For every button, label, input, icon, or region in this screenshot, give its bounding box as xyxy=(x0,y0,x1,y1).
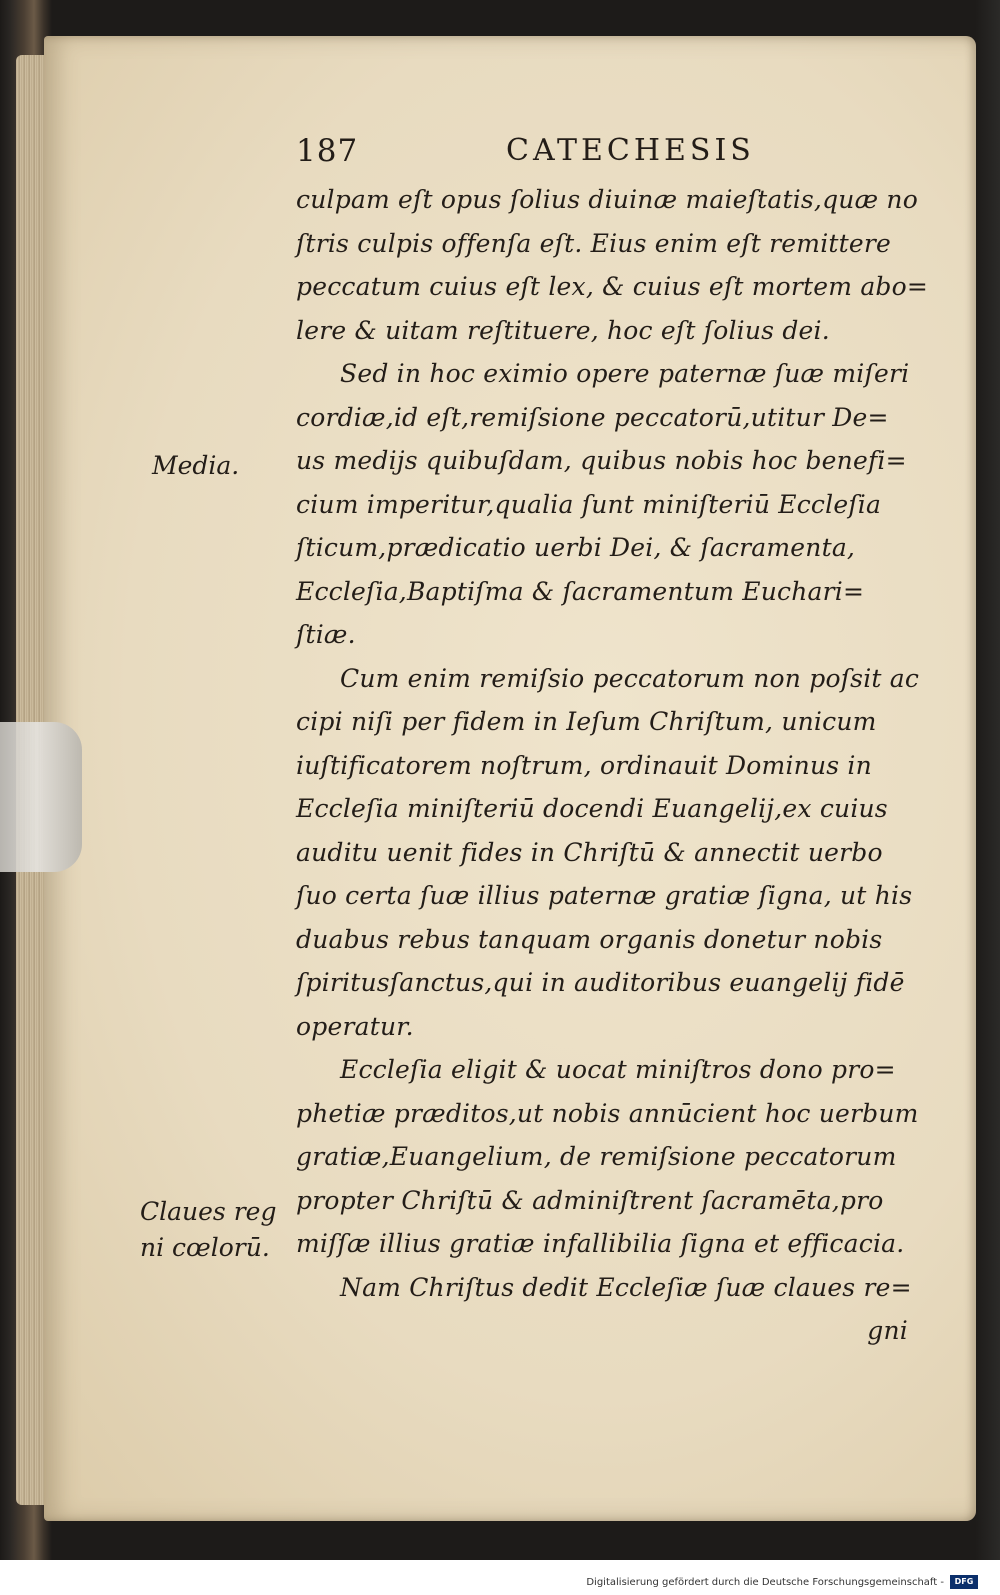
text-line: ſpiritusſanctus,qui in auditoribus euangelij fidē xyxy=(296,968,905,997)
text-line: cium imperitur,qualia ſunt miniſteriū Eccleſia xyxy=(296,489,882,519)
text-line: duabus rebus tanquam organis donetur nobis xyxy=(296,924,883,954)
text-line: ſticum,prædicatio uerbi Dei, & ſacramenta, xyxy=(296,533,856,562)
text-line: peccatum cuius eſt lex, & cuius eſt mortem abo= xyxy=(296,272,929,301)
text-line: auditu uenit fides in Chriſtū & annectit uerbo xyxy=(296,837,883,867)
text-line: ſtiæ. xyxy=(296,620,356,649)
margin-note-media: Media. xyxy=(152,451,240,480)
text-line: Eccleſia miniſteriū docendi Euangelij,ex cuius xyxy=(296,794,888,823)
page-clip xyxy=(0,722,82,872)
running-title: CATECHESIS xyxy=(506,133,755,168)
text-line: ſtris culpis offenſa eſt. Eius enim eſt remittere xyxy=(296,228,892,258)
margin-note-line: ni cœlorū. xyxy=(140,1233,270,1262)
page-number: 187 xyxy=(296,133,359,169)
text-line: miſſæ illius gratiæ infallibilia ſigna et efficacia. xyxy=(296,1229,905,1258)
text-line: culpam eſt opus ſolius diuinæ maieſtatis,quæ no xyxy=(296,185,918,214)
text-line: cordiæ,id eſt,remiſsione peccatorū,utitur De= xyxy=(296,402,889,432)
text-line: operatur. xyxy=(296,1011,414,1041)
body-text xyxy=(296,178,929,1353)
text-line: ſuo certa ſuæ illius paternæ gratiæ ſigna, ut his xyxy=(296,881,913,910)
text-line: us medijs quibuſdam, quibus nobis hoc benefi= xyxy=(296,446,907,475)
funding-credit: Digitalisierung gefördert durch die Deutsche Forschungsgemeinschaft - xyxy=(586,1577,944,1588)
dfg-logo-icon: DFG xyxy=(950,1575,978,1589)
page-header xyxy=(296,133,916,173)
text-line: Eccleſia,Baptiſma & ſacramentum Euchari= xyxy=(296,576,865,606)
text-line: lere & uitam reſtituere, hoc eſt ſolius dei. xyxy=(296,315,830,345)
text-line: Sed in hoc eximio opere paternæ ſuæ miſeri xyxy=(340,359,910,388)
margin-note-line: Claues reg xyxy=(140,1197,277,1226)
text-line: propter Chriſtū & adminiſtrent ſacramēta,pro xyxy=(296,1185,884,1215)
text-line: cipi niſi per fidem in Ieſum Chriſtum, unicum xyxy=(296,707,877,736)
text-line: Eccleſia eligit & uocat miniſtros dono pro= xyxy=(340,1055,896,1084)
text-line: Cum enim remiſsio peccatorum non poſsit ac xyxy=(340,663,920,693)
text-line: gratiæ,Euangelium, de remiſsione peccatorum xyxy=(296,1142,897,1171)
text-line: iuſtificatorem noſtrum, ordinauit Dominus in xyxy=(296,750,872,780)
text-line: phetiæ præditos,ut nobis annūcient hoc uerbum xyxy=(296,1098,919,1128)
text-line: Nam Chriſtus dedit Eccleſiæ ſuæ claues re= xyxy=(340,1272,912,1302)
margin-note-claues xyxy=(140,1194,276,1266)
catchword: gni xyxy=(867,1316,908,1345)
